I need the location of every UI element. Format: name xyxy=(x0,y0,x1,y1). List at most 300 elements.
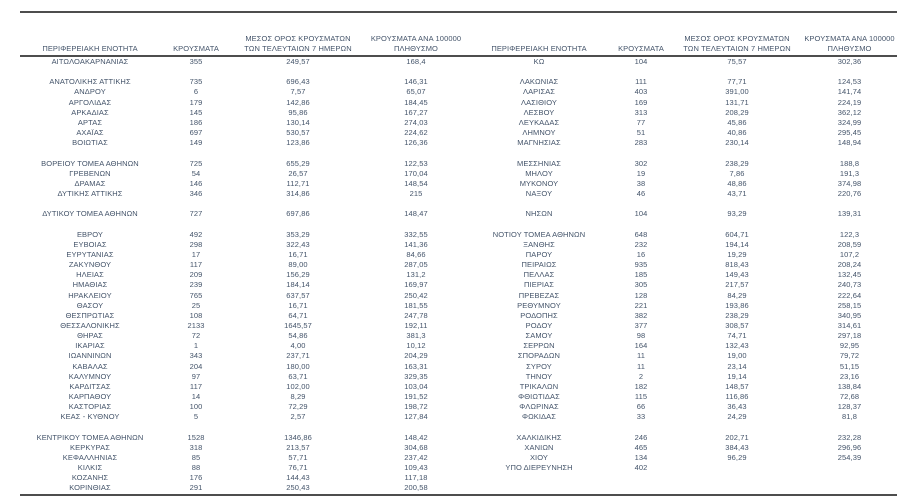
value-cell: 232 xyxy=(634,239,648,249)
value-cell xyxy=(672,199,802,209)
value-cell: 198,72 xyxy=(404,402,428,412)
region-cell: ΤΗΝΟΥ xyxy=(525,371,553,381)
region-cell: ΠΕΛΛΑΣ xyxy=(523,270,555,280)
value-cell: 305 xyxy=(634,280,648,290)
value-cell: 186 xyxy=(189,117,203,127)
value-cell: 126,36 xyxy=(404,138,428,148)
region-cell: ΣΕΡΡΩΝ xyxy=(523,341,555,351)
region-cell: ΣΠΟΡΑΔΩΝ xyxy=(517,351,561,361)
value-cell: 148,47 xyxy=(404,209,428,219)
value-cell: 79,72 xyxy=(839,351,860,361)
value-cell: 148,42 xyxy=(404,432,428,442)
region-cell xyxy=(468,199,610,209)
value-cell xyxy=(672,148,802,158)
region-cell: ΑΙΤΩΛΟΑΚΑΡΝΑΝΙΑΣ xyxy=(51,57,129,66)
value-cell: 2,57 xyxy=(290,412,306,422)
table-row xyxy=(20,382,897,392)
value-cell: 139,31 xyxy=(837,209,862,219)
value-cell: 109,43 xyxy=(404,463,428,473)
region-cell: ΝΟΤΙΟΥ ΤΟΜΕΑ ΑΘΗΝΩΝ xyxy=(492,229,586,239)
value-cell: 8,29 xyxy=(290,392,306,402)
value-cell: 156,29 xyxy=(286,270,310,280)
table-row xyxy=(20,362,897,372)
table-row xyxy=(20,402,897,412)
region-cell: ΜΗΛΟΥ xyxy=(525,168,553,178)
region-cell: ΚΕΝΤΡΙΚΟΥ ΤΟΜΕΑ ΑΘΗΝΩΝ xyxy=(36,432,144,442)
table-row xyxy=(20,240,897,250)
value-cell: 322,43 xyxy=(286,239,310,249)
value-cell: 204,29 xyxy=(404,351,428,361)
value-cell: 403 xyxy=(634,87,648,97)
value-cell: 127,84 xyxy=(404,412,428,422)
region-cell: ΚΑΒΑΛΑΣ xyxy=(72,361,108,371)
region-cell: ΣΑΜΟΥ xyxy=(525,331,553,341)
value-cell: 85 xyxy=(191,453,201,463)
value-cell: 112,71 xyxy=(286,178,310,188)
region-cell xyxy=(20,423,160,433)
table-row xyxy=(20,209,897,219)
value-cell xyxy=(802,463,897,473)
value-cell: 283 xyxy=(634,138,648,148)
region-cell: ΚΑΣΤΟΡΙΑΣ xyxy=(68,402,112,412)
value-cell: 193,86 xyxy=(725,300,749,310)
value-cell: 131,2 xyxy=(406,270,426,280)
value-cell: 324,99 xyxy=(837,117,862,127)
table-row xyxy=(20,230,897,240)
value-cell: 217,57 xyxy=(725,280,749,290)
table-row xyxy=(20,77,897,87)
value-cell: 98 xyxy=(636,331,646,341)
value-cell: 96,29 xyxy=(727,453,747,463)
table-row xyxy=(20,392,897,402)
value-cell: 238,29 xyxy=(725,310,749,320)
value-cell: 188,8 xyxy=(839,158,860,168)
value-cell: 146 xyxy=(189,178,203,188)
value-cell: 381,3 xyxy=(406,331,426,341)
header-region: ΠΕΡΙΦΕΡΕΙΑΚΗ ΕΝΟΤΗΤΑ xyxy=(20,12,160,56)
value-cell xyxy=(160,148,232,158)
value-cell xyxy=(364,67,468,77)
value-cell: 1528 xyxy=(187,432,205,442)
value-cell: 130,14 xyxy=(286,117,310,127)
value-cell: 108 xyxy=(189,310,203,320)
value-cell: 77,71 xyxy=(727,77,747,87)
value-cell: 296,96 xyxy=(837,442,862,452)
value-cell: 220,76 xyxy=(837,189,862,198)
region-cell: ΠΑΡΟΥ xyxy=(525,249,553,259)
value-cell xyxy=(364,219,468,229)
table-row xyxy=(20,311,897,321)
value-cell: 240,73 xyxy=(837,280,862,290)
region-cell: ΚΑΡΔΙΤΣΑΣ xyxy=(69,381,111,391)
region-cell xyxy=(468,473,610,483)
value-cell: 374,98 xyxy=(837,178,862,188)
value-cell: 318 xyxy=(189,442,203,452)
value-cell: 149 xyxy=(189,138,203,148)
value-cell xyxy=(802,473,897,483)
value-cell: 11 xyxy=(637,351,645,361)
value-cell: 25 xyxy=(191,300,201,310)
region-cell: ΠΡΕΒΕΖΑΣ xyxy=(518,290,560,300)
region-cell: ΦΘΙΩΤΙΔΑΣ xyxy=(518,392,560,402)
value-cell: 237,42 xyxy=(404,453,428,463)
value-cell: 313 xyxy=(634,107,648,117)
value-cell: 353,29 xyxy=(286,229,310,239)
value-cell: 250,43 xyxy=(232,483,364,494)
value-cell: 134 xyxy=(634,453,648,463)
value-cell: 51,15 xyxy=(839,361,860,371)
header-cases: ΚΡΟΥΣΜΑΤΑ xyxy=(160,12,232,56)
value-cell: 2133 xyxy=(187,321,205,330)
value-cell: 103,04 xyxy=(404,381,428,391)
table-row xyxy=(20,453,897,463)
value-cell: 182 xyxy=(634,381,648,391)
value-cell: 19,29 xyxy=(727,249,747,259)
table-row xyxy=(20,301,897,311)
region-cell: ΡΟΔΟΥ xyxy=(525,321,553,330)
header-row xyxy=(20,12,897,56)
region-cell: ΥΠΟ ΔΙΕΡΕΥΝΗΣΗ xyxy=(505,463,573,473)
value-cell: 115 xyxy=(634,392,648,402)
table-row xyxy=(20,412,897,422)
value-cell: 92,95 xyxy=(839,341,860,351)
value-cell: 142,86 xyxy=(286,97,310,107)
region-cell: ΔΥΤΙΚΗΣ ΑΤΤΙΚΗΣ xyxy=(57,189,123,198)
table-row xyxy=(20,463,897,473)
region-cell: ΔΥΤΙΚΟΥ ΤΟΜΕΑ ΑΘΗΝΩΝ xyxy=(42,209,138,219)
region-cell: ΚΙΛΚΙΣ xyxy=(77,463,103,473)
region-cell xyxy=(468,219,610,229)
region-cell: ΝΑΞΟΥ xyxy=(525,189,553,198)
region-cell: ΕΒΡΟΥ xyxy=(76,229,104,239)
table-row xyxy=(20,351,897,361)
value-cell: 1645,57 xyxy=(284,321,312,330)
value-cell: 1346,86 xyxy=(284,432,312,442)
region-cell: ΙΩΑΝΝΙΝΩΝ xyxy=(68,351,112,361)
value-cell: 180,00 xyxy=(286,361,310,371)
value-cell: 637,57 xyxy=(286,290,310,300)
value-cell: 33 xyxy=(636,412,646,422)
value-cell: 402 xyxy=(634,463,648,473)
value-cell: 246 xyxy=(634,432,648,442)
region-cell: ΛΑΡΙΣΑΣ xyxy=(522,87,556,97)
value-cell: 81,8 xyxy=(842,412,857,422)
table-row xyxy=(20,331,897,341)
table-row xyxy=(20,199,897,209)
value-cell: 164 xyxy=(634,341,648,351)
header-avg7: ΜΕΣΟΣ ΟΡΟΣ ΚΡΟΥΣΜΑΤΩΝ ΤΩΝ ΤΕΛΕΥΤΑΙΩΝ 7 ΗΜΕΡΩΝ xyxy=(232,12,364,56)
value-cell: 128,37 xyxy=(837,402,862,412)
value-cell: 314,86 xyxy=(286,189,310,198)
region-cell: ΑΝΑΤΟΛΙΚΗΣ ΑΤΤΙΚΗΣ xyxy=(49,77,131,87)
region-cell: ΧΑΛΚΙΔΙΚΗΣ xyxy=(516,432,562,442)
value-cell: 224,62 xyxy=(404,128,428,138)
value-cell: 194,14 xyxy=(725,239,749,249)
region-cell xyxy=(20,148,160,158)
value-cell: 163,31 xyxy=(404,361,428,371)
value-cell: 100 xyxy=(189,402,203,412)
table-row xyxy=(20,473,897,483)
value-cell: 6 xyxy=(193,87,199,97)
region-cell: ΛΕΥΚΑΔΑΣ xyxy=(518,117,560,127)
region-cell: ΘΕΣΠΡΩΤΙΑΣ xyxy=(65,310,115,320)
value-cell: 208,29 xyxy=(725,107,749,117)
value-cell: 131,71 xyxy=(725,97,749,107)
value-cell: 735 xyxy=(189,77,203,87)
value-cell: 191,52 xyxy=(404,392,428,402)
value-cell: 302 xyxy=(634,158,648,168)
value-cell: 329,35 xyxy=(404,371,428,381)
value-cell xyxy=(610,473,672,483)
value-cell: 72,68 xyxy=(839,392,860,402)
region-cell: ΛΗΜΝΟΥ xyxy=(522,128,556,138)
region-cell xyxy=(468,148,610,158)
value-cell: 124,53 xyxy=(837,77,862,87)
value-cell: 89,00 xyxy=(288,260,308,270)
region-cell: ΦΩΚΙΔΑΣ xyxy=(521,412,557,422)
region-cell: ΘΗΡΑΣ xyxy=(77,331,103,341)
value-cell: 74,71 xyxy=(727,331,747,341)
value-cell xyxy=(160,199,232,209)
region-cell: ΜΕΣΣΗΝΙΑΣ xyxy=(517,158,561,168)
region-cell: ΦΛΩΡΙΝΑΣ xyxy=(519,402,559,412)
region-cell: ΤΡΙΚΑΛΩΝ xyxy=(519,381,559,391)
value-cell: 122,3 xyxy=(839,229,860,239)
table-row xyxy=(20,138,897,148)
table-row xyxy=(20,67,897,77)
value-cell: 382 xyxy=(634,310,648,320)
value-cell: 185 xyxy=(634,270,648,280)
value-cell: 54,86 xyxy=(288,331,308,341)
region-cell: ΗΛΕΙΑΣ xyxy=(76,270,104,280)
value-cell: 123,86 xyxy=(286,138,310,148)
value-cell: 7,86 xyxy=(729,168,745,178)
value-cell xyxy=(802,423,897,433)
value-cell: 249,57 xyxy=(286,57,310,66)
value-cell: 224,19 xyxy=(837,97,862,107)
value-cell: 75,57 xyxy=(727,57,747,66)
region-cell: ΗΜΑΘΙΑΣ xyxy=(72,280,108,290)
region-cell: ΑΝΔΡΟΥ xyxy=(74,87,106,97)
table-row xyxy=(20,372,897,382)
table-row xyxy=(20,443,897,453)
region-cell: ΛΑΚΩΝΙΑΣ xyxy=(519,77,559,87)
value-cell: 239 xyxy=(189,280,203,290)
value-cell: 362,12 xyxy=(837,107,862,117)
header-region: ΠΕΡΙΦΕΡΕΙΑΚΗ ΕΝΟΤΗΤΑ xyxy=(468,12,610,56)
value-cell xyxy=(672,473,802,483)
value-cell: 117 xyxy=(189,260,203,270)
value-cell: 36,43 xyxy=(727,402,747,412)
value-cell: 26,57 xyxy=(288,168,308,178)
value-cell: 254,39 xyxy=(837,453,862,463)
value-cell: 727 xyxy=(189,209,203,219)
region-cell: ΘΕΣΣΑΛΟΝΙΚΗΣ xyxy=(60,321,120,330)
value-cell: 250,42 xyxy=(404,290,428,300)
value-cell xyxy=(802,199,897,209)
value-cell: 697,86 xyxy=(286,209,310,219)
region-cell: ΑΡΓΟΛΙΔΑΣ xyxy=(68,97,112,107)
value-cell: 258,15 xyxy=(837,300,862,310)
value-cell: 818,43 xyxy=(725,260,749,270)
header-avg7: ΜΕΣΟΣ ΟΡΟΣ ΚΡΟΥΣΜΑΤΩΝ ΤΩΝ ΤΕΛΕΥΤΑΙΩΝ 7 ΗΜΕΡΩΝ xyxy=(672,12,802,56)
value-cell: 168,4 xyxy=(406,57,426,66)
region-cell: ΠΕΙΡΑΙΩΣ xyxy=(521,260,557,270)
table-row xyxy=(20,56,897,67)
table-row xyxy=(20,341,897,351)
table-body xyxy=(20,56,897,495)
region-cell: ΡΕΘΥΜΝΟΥ xyxy=(517,300,561,310)
value-cell: 38 xyxy=(636,178,646,188)
value-cell xyxy=(610,423,672,433)
value-cell xyxy=(232,219,364,229)
value-cell: 148,54 xyxy=(404,178,428,188)
header-per100k: ΚΡΟΥΣΜΑΤΑ ΑΝΑ 100000 ΠΛΗΘΥΣΜΟ xyxy=(364,12,468,56)
value-cell: 297,18 xyxy=(837,331,862,341)
header-cases: ΚΡΟΥΣΜΑΤΑ xyxy=(610,12,672,56)
value-cell: 340,95 xyxy=(837,310,862,320)
value-cell: 725 xyxy=(189,158,203,168)
value-cell: 170,04 xyxy=(404,168,428,178)
table-row xyxy=(20,219,897,229)
region-cell xyxy=(468,483,610,494)
value-cell: 66 xyxy=(636,402,646,412)
region-cell: ΘΑΣΟΥ xyxy=(76,300,104,310)
value-cell: 935 xyxy=(634,260,648,270)
value-cell xyxy=(610,199,672,209)
value-cell: 696,43 xyxy=(286,77,310,87)
value-cell: 23,14 xyxy=(727,361,747,371)
value-cell: 16 xyxy=(636,249,646,259)
table-header xyxy=(20,12,897,56)
value-cell: 192,11 xyxy=(404,321,428,330)
value-cell: 202,71 xyxy=(725,432,749,442)
value-cell xyxy=(802,148,897,158)
regional-cases-table xyxy=(20,11,897,496)
value-cell: 141,74 xyxy=(837,87,862,97)
value-cell xyxy=(364,199,468,209)
value-cell: 10,12 xyxy=(406,341,426,351)
value-cell: 14 xyxy=(191,392,201,402)
region-cell: ΒΟΙΩΤΙΑΣ xyxy=(72,138,108,148)
region-cell: ΑΡΚΑΔΙΑΣ xyxy=(71,107,109,117)
table-row xyxy=(20,260,897,270)
region-cell: ΝΗΣΩΝ xyxy=(525,209,553,219)
region-cell: ΖΑΚΥΝΘΟΥ xyxy=(68,260,112,270)
value-cell: 84,29 xyxy=(727,290,747,300)
region-cell: ΚΑΡΠΑΘΟΥ xyxy=(68,392,112,402)
value-cell: 19 xyxy=(636,168,646,178)
value-cell: 104 xyxy=(634,209,648,219)
value-cell: 179 xyxy=(189,97,203,107)
region-cell: ΓΡΕΒΕΝΩΝ xyxy=(69,168,111,178)
value-cell: 128 xyxy=(634,290,648,300)
value-cell: 604,71 xyxy=(725,229,749,239)
region-cell: ΣΥΡΟΥ xyxy=(526,361,552,371)
value-cell: 204 xyxy=(189,361,203,371)
value-cell: 384,43 xyxy=(725,442,749,452)
region-cell: ΜΑΓΝΗΣΙΑΣ xyxy=(517,138,561,148)
region-cell: ΚΑΛΥΜΝΟΥ xyxy=(68,371,112,381)
region-cell: ΕΥΒΟΙΑΣ xyxy=(73,239,107,249)
value-cell xyxy=(160,423,232,433)
value-cell: 148,57 xyxy=(725,381,749,391)
value-cell: 65,07 xyxy=(406,87,426,97)
value-cell: 104 xyxy=(634,57,648,66)
table-row xyxy=(20,159,897,169)
value-cell: 4,00 xyxy=(290,341,306,351)
region-cell xyxy=(20,199,160,209)
value-cell: 2 xyxy=(638,371,644,381)
table-row xyxy=(20,189,897,199)
value-cell: 208,59 xyxy=(837,239,862,249)
value-cell: 184,14 xyxy=(286,280,310,290)
value-cell: 122,53 xyxy=(404,158,428,168)
value-cell: 648 xyxy=(634,229,648,239)
value-cell: 222,64 xyxy=(837,290,862,300)
table-row xyxy=(20,118,897,128)
value-cell: 465 xyxy=(634,442,648,452)
region-cell: ΚΟΡΙΝΘΙΑΣ xyxy=(20,483,160,494)
value-cell: 176 xyxy=(189,473,203,483)
value-cell: 84,66 xyxy=(406,249,426,259)
value-cell xyxy=(232,199,364,209)
region-cell xyxy=(468,67,610,77)
value-cell: 291 xyxy=(160,483,232,494)
table-row xyxy=(20,321,897,331)
table-row xyxy=(20,250,897,260)
value-cell: 45,86 xyxy=(727,117,747,127)
value-cell: 57,71 xyxy=(288,453,308,463)
value-cell: 54 xyxy=(191,168,201,178)
region-cell: ΔΡΑΜΑΣ xyxy=(74,178,106,188)
value-cell: 117,18 xyxy=(404,473,428,483)
value-cell: 169,97 xyxy=(404,280,428,290)
value-cell: 16,71 xyxy=(288,249,308,259)
value-cell: 93,29 xyxy=(727,209,747,219)
value-cell: 24,29 xyxy=(727,412,747,422)
value-cell: 208,24 xyxy=(837,260,862,270)
table-row xyxy=(20,291,897,301)
value-cell: 346 xyxy=(189,189,203,198)
region-cell: ΗΡΑΚΛΕΙΟΥ xyxy=(68,290,112,300)
region-cell xyxy=(468,423,610,433)
value-cell: 355 xyxy=(189,57,203,66)
table-row xyxy=(20,433,897,443)
value-cell: 530,57 xyxy=(286,128,310,138)
value-cell: 5 xyxy=(193,412,199,422)
value-cell xyxy=(232,148,364,158)
value-cell: 146,31 xyxy=(404,77,428,87)
value-cell: 107,2 xyxy=(839,249,860,259)
value-cell: 287,05 xyxy=(404,260,428,270)
region-cell xyxy=(20,219,160,229)
table-row xyxy=(20,169,897,179)
value-cell xyxy=(232,423,364,433)
value-cell: 23,16 xyxy=(839,371,860,381)
region-cell: ΚΟΖΑΝΗΣ xyxy=(71,473,109,483)
region-cell: ΛΑΣΙΘΙΟΥ xyxy=(520,97,558,107)
region-cell: ΧΑΝΙΩΝ xyxy=(524,442,554,452)
value-cell: 11 xyxy=(637,361,645,371)
value-cell: 64,71 xyxy=(288,310,308,320)
value-cell: 238,29 xyxy=(725,158,749,168)
value-cell: 97 xyxy=(191,371,201,381)
value-cell: 77 xyxy=(636,117,646,127)
value-cell xyxy=(160,67,232,77)
value-cell: 184,45 xyxy=(404,97,428,107)
value-cell: 191,3 xyxy=(839,168,860,178)
